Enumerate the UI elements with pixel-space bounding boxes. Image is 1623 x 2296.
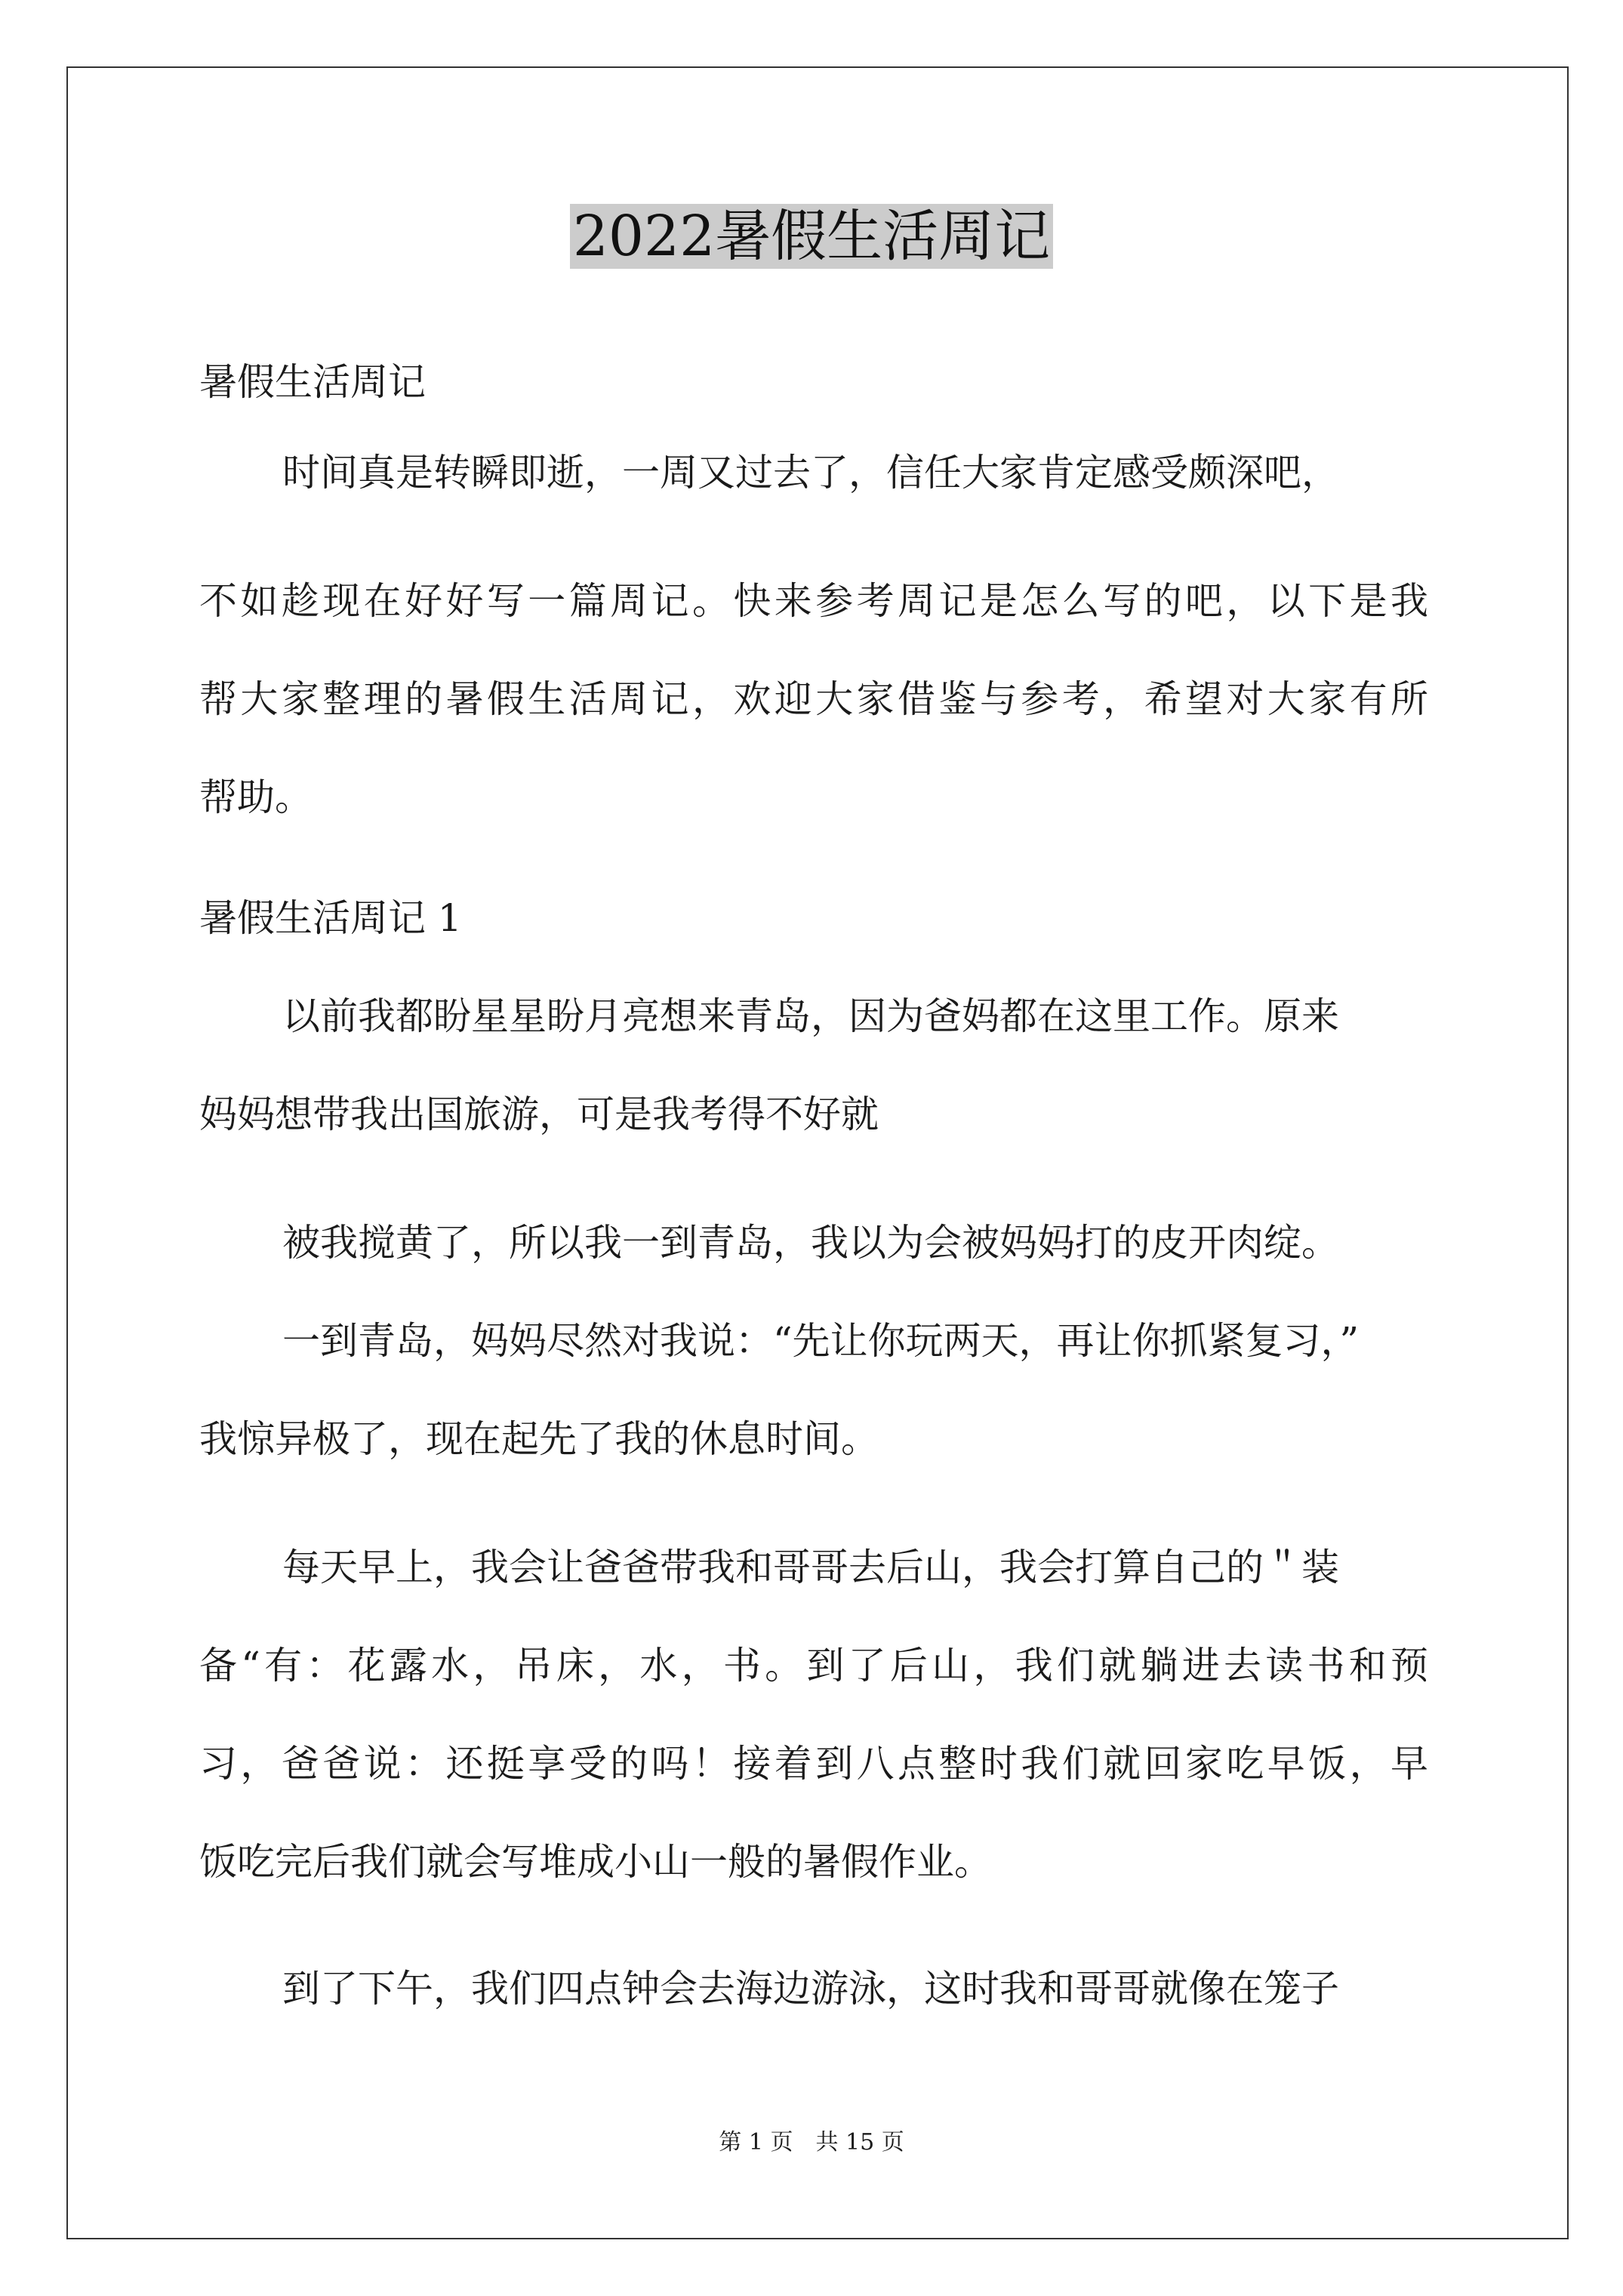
paragraph-line: 每天早上，我会让爸爸带我和哥哥去后山，我会打算自己的＂装	[282, 1546, 1339, 1589]
paragraph-line: 习，爸爸说：还挺享受的吗！接着到八点整时我们就回家吃早饭，早	[199, 1742, 1428, 1786]
section-heading: 暑假生活周记 1	[199, 896, 462, 940]
paragraph-line: 被我搅黄了，所以我一到青岛，我以为会被妈妈打的皮开肉绽。	[282, 1221, 1339, 1265]
paragraph-line: 帮大家整理的暑假生活周记，欢迎大家借鉴与参考，希望对大家有所	[199, 677, 1428, 721]
paragraph-line: 以前我都盼星星盼月亮想来青岛，因为爸妈都在这里工作。原来	[282, 994, 1339, 1038]
paragraph-line: 妈妈想带我出国旅游，可是我考得不好就	[199, 1093, 879, 1136]
paragraph-line: 到了下午，我们四点钟会去海边游泳，这时我和哥哥就像在笼子	[282, 1967, 1339, 2011]
document-title-wrapper	[0, 198, 1623, 275]
paragraph-line: 帮助。	[199, 775, 313, 819]
paragraph-line: 饭吃完后我们就会写堆成小山一般的暑假作业。	[199, 1840, 992, 1884]
section-heading: 暑假生活周记	[199, 360, 426, 404]
document-title: 2022暑假生活周记	[570, 204, 1053, 269]
paragraph-line: 备“有：花露水，吊床，水，书。到了后山，我们就躺进去读书和预	[199, 1644, 1428, 1687]
paragraph-line: 时间真是转瞬即逝，一周又过去了，信任大家肯定感受颇深吧，	[282, 451, 1339, 495]
paragraph-line: 我惊异极了，现在起先了我的休息时间。	[199, 1417, 879, 1461]
paragraph-line: 不如趁现在好好写一篇周记。快来参考周记是怎么写的吧，以下是我	[199, 579, 1428, 623]
page-footer: 第 1 页 共 15 页	[719, 2129, 904, 2156]
paragraph-line: 一到青岛，妈妈尽然对我说：“先让你玩两天，再让你抓紧复习，”	[282, 1319, 1360, 1363]
